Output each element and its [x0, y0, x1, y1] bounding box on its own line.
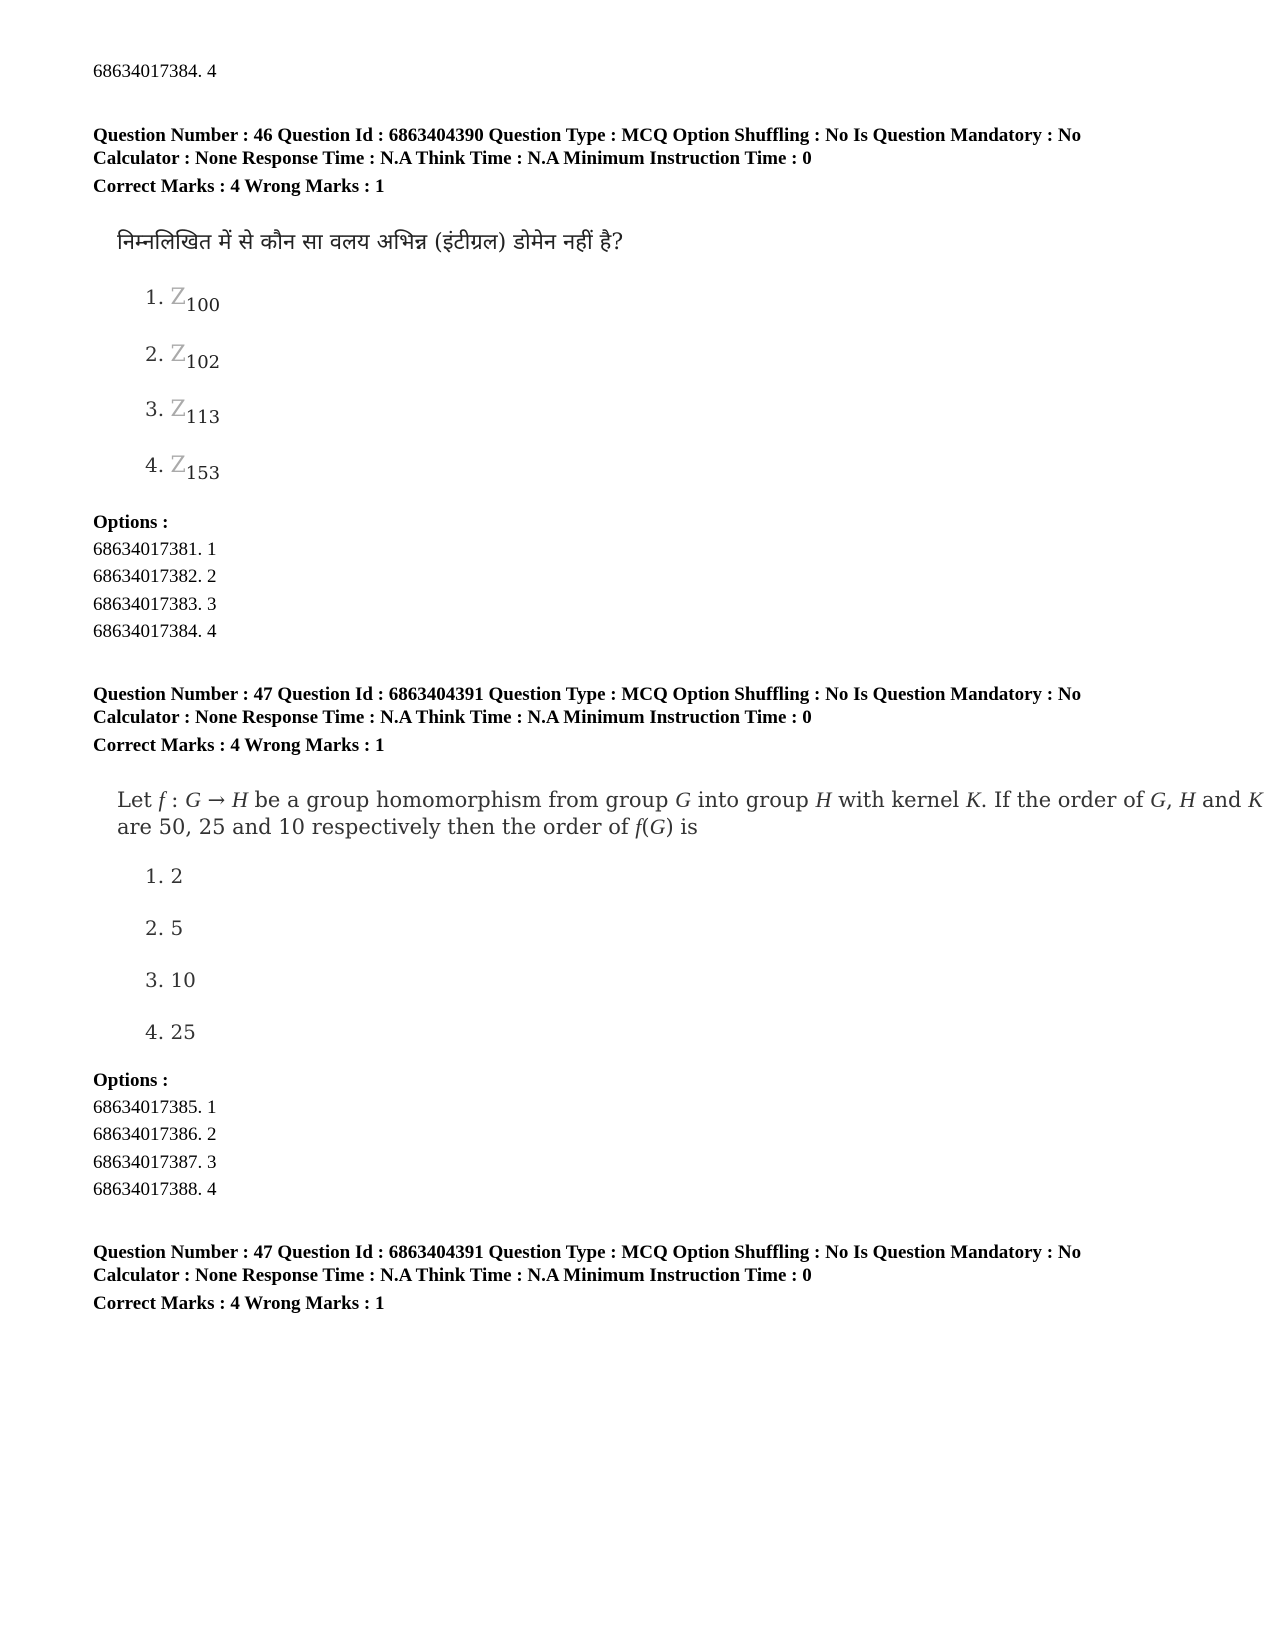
option-line: 68634017382. 2: [93, 566, 217, 587]
option-line: 68634017388. 4: [93, 1179, 217, 1200]
question-meta: Calculator : None Response Time : N.A Think Time : N.A Minimum Instruction Time : 0: [93, 148, 812, 169]
question-meta: Calculator : None Response Time : N.A Think Time : N.A Minimum Instruction Time : 0: [93, 1265, 812, 1286]
marks-line: Correct Marks : 4 Wrong Marks : 1: [93, 735, 385, 756]
options-label: Options :: [93, 512, 169, 533]
choice: 3. Z113: [145, 397, 221, 428]
choice: 1. 2: [145, 864, 184, 888]
options-label: Options :: [93, 1070, 169, 1091]
choice: 4. 25: [145, 1020, 196, 1044]
question-meta: Question Number : 47 Question Id : 6863404391 Question Type : MCQ Option Shuffling : No Is Question Mandatory : No: [93, 684, 1082, 705]
choice: 2. 5: [145, 916, 184, 940]
option-line: 68634017381. 1: [93, 539, 217, 560]
question-meta: Question Number : 47 Question Id : 6863404391 Question Type : MCQ Option Shuffling : No Is Question Mandatory : No: [93, 1242, 1082, 1263]
question-text: निम्नलिखित में से कौन सा वलय अभिन्न (इंटीग्रल) डोमेन नहीं है?: [117, 230, 624, 255]
option-line: 68634017384. 4: [93, 61, 217, 82]
option-line: 68634017383. 3: [93, 594, 217, 615]
option-line: 68634017387. 3: [93, 1152, 217, 1173]
option-line: 68634017385. 1: [93, 1097, 217, 1118]
question-meta: Calculator : None Response Time : N.A Think Time : N.A Minimum Instruction Time : 0: [93, 707, 812, 728]
choice: 1. Z100: [145, 285, 221, 316]
choice: 4. Z153: [145, 453, 221, 484]
marks-line: Correct Marks : 4 Wrong Marks : 1: [93, 176, 385, 197]
choice: 3. 10: [145, 968, 196, 992]
option-line: 68634017384. 4: [93, 621, 217, 642]
question-text: Let f : G → H be a group homomorphism from group G into group H with kernel K. If the order of G, H and K: [117, 787, 1263, 812]
question-text: are 50, 25 and 10 respectively then the order of f(G) is: [117, 814, 698, 839]
marks-line: Correct Marks : 4 Wrong Marks : 1: [93, 1293, 385, 1314]
option-line: 68634017386. 2: [93, 1124, 217, 1145]
question-meta: Question Number : 46 Question Id : 6863404390 Question Type : MCQ Option Shuffling : No Is Question Mandatory : No: [93, 125, 1082, 146]
choice: 2. Z102: [145, 342, 221, 373]
